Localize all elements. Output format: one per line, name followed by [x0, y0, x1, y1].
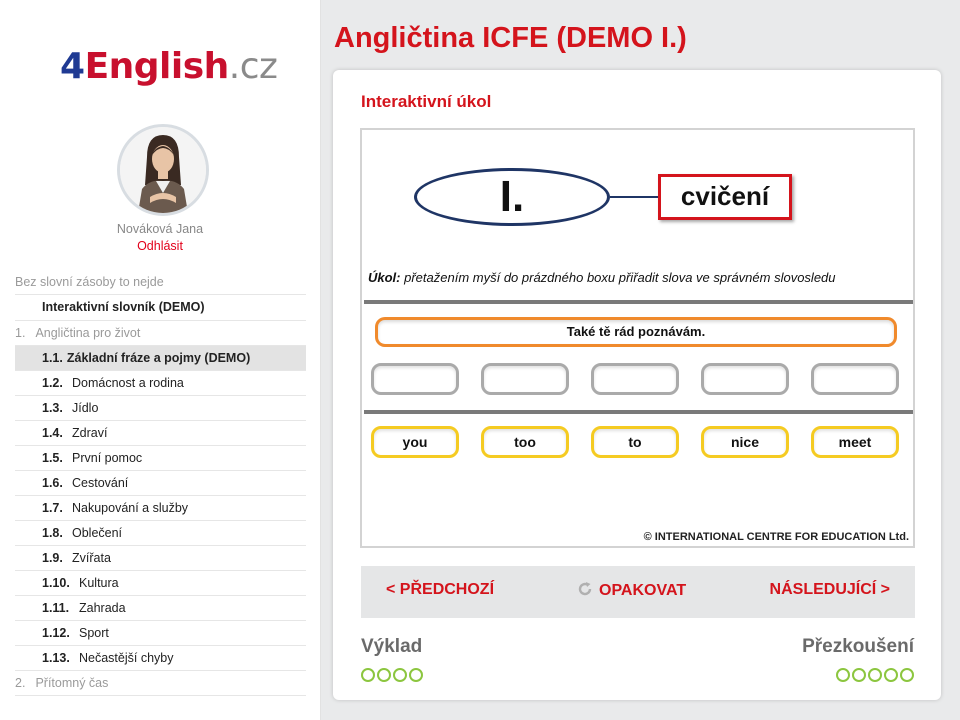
menu-item-label: Sport — [79, 626, 109, 640]
progress-dot — [361, 668, 375, 682]
menu-item-num: 1.11. — [42, 601, 70, 615]
exercise-number-oval — [414, 168, 610, 226]
site-logo[interactable] — [60, 46, 277, 87]
menu-section-num: 1. — [15, 326, 26, 340]
instruction-text: přetažením myší do prázdného boxu přiřadit slova ve správném slovosledu — [404, 270, 836, 285]
repeat-label: OPAKOVAT — [599, 582, 687, 599]
menu-section-vocabulary: Bez slovní zásoby to nejde — [15, 270, 306, 295]
menu-item-num: 1.1. — [42, 351, 63, 365]
menu-item-1-11[interactable] — [15, 596, 306, 621]
menu-item-1-7[interactable] — [15, 496, 306, 521]
drop-slot-3[interactable] — [591, 363, 679, 395]
course-menu — [15, 270, 306, 696]
menu-item-1-3[interactable] — [15, 396, 306, 421]
page-title: Angličtina ICFE (DEMO I.) — [334, 22, 687, 54]
menu-item-num: 1.6. — [42, 476, 63, 490]
previous-button[interactable]: < PŘEDCHOZÍ — [386, 581, 495, 598]
menu-item-num: 1.10. — [42, 576, 70, 590]
menu-item-num: 1.13. — [42, 651, 70, 665]
test-label: Přezkoušení — [802, 636, 914, 657]
menu-item-num: 1.9. — [42, 551, 63, 565]
menu-item-label: Nečastější chyby — [79, 651, 174, 665]
progress-dot — [868, 668, 882, 682]
progress-dot — [836, 668, 850, 682]
progress-dot — [393, 668, 407, 682]
lesson-navigation — [361, 566, 915, 618]
menu-item-num: 1.7. — [42, 501, 63, 515]
user-avatar-icon — [120, 127, 206, 213]
menu-item-1-4[interactable] — [15, 421, 306, 446]
menu-item-1-6[interactable] — [15, 471, 306, 496]
word-tile-to[interactable]: to — [591, 426, 679, 458]
word-tile-you[interactable]: you — [371, 426, 459, 458]
menu-section-present-tense[interactable] — [15, 671, 306, 696]
menu-item-1-2[interactable] — [15, 371, 306, 396]
word-tile-meet[interactable]: meet — [811, 426, 899, 458]
drop-slot-1[interactable] — [371, 363, 459, 395]
logo-part-word: English — [84, 46, 229, 87]
menu-item-label: Oblečení — [72, 526, 123, 540]
menu-item-dictionary[interactable]: Interaktivní slovník (DEMO) — [15, 295, 306, 321]
explanation-progress — [361, 668, 423, 682]
exercise-number: I. — [499, 172, 525, 221]
logout-link[interactable]: Odhlásit — [137, 239, 183, 253]
drop-slot-4[interactable] — [701, 363, 789, 395]
menu-item-1-12[interactable] — [15, 621, 306, 646]
user-name: Nováková Jana — [116, 222, 204, 236]
sentence-to-translate: Také tě rád poznávám. — [375, 317, 897, 347]
card-title: Interaktivní úkol — [361, 92, 492, 111]
refresh-icon — [577, 581, 593, 597]
word-tile-nice[interactable]: nice — [701, 426, 789, 458]
next-button[interactable]: NÁSLEDUJÍCÍ > — [769, 581, 890, 598]
test-progress — [836, 668, 914, 682]
menu-item-label: Zvířata — [72, 551, 111, 565]
copyright-text: © INTERNATIONAL CENTRE FOR EDUCATION Ltd. — [643, 531, 909, 543]
menu-section-life[interactable] — [15, 321, 306, 346]
main-content — [321, 0, 960, 720]
avatar — [117, 124, 209, 216]
interactive-task — [360, 128, 915, 548]
menu-item-num: 1.5. — [42, 451, 63, 465]
menu-item-label: Zdraví — [72, 426, 108, 440]
menu-section-label: Angličtina pro život — [35, 326, 141, 340]
progress-dot — [409, 668, 423, 682]
task-instruction — [368, 270, 836, 285]
menu-item-num: 1.3. — [42, 401, 63, 415]
lesson-card — [333, 70, 941, 700]
menu-section-label: Přítomný čas — [35, 676, 109, 690]
progress-dot — [900, 668, 914, 682]
menu-item-label: Základní fráze a pojmy (DEMO) — [66, 351, 251, 365]
menu-item-1-5[interactable] — [15, 446, 306, 471]
progress-dot — [884, 668, 898, 682]
menu-item-1-9[interactable] — [15, 546, 306, 571]
instruction-prefix: Úkol: — [368, 270, 401, 285]
menu-item-label: Jídlo — [72, 401, 99, 415]
explanation-label: Výklad — [361, 636, 423, 657]
divider — [364, 410, 913, 414]
menu-item-label: Domácnost a rodina — [72, 376, 184, 390]
word-tile-too[interactable]: too — [481, 426, 569, 458]
menu-item-num: 1.4. — [42, 426, 63, 440]
menu-item-1-1[interactable] — [15, 346, 306, 371]
drop-slot-2[interactable] — [481, 363, 569, 395]
menu-item-1-13[interactable] — [15, 646, 306, 671]
menu-item-label: Zahrada — [79, 601, 126, 615]
menu-item-label: Nakupování a služby — [72, 501, 189, 515]
connector-line — [610, 196, 658, 198]
exercise-label-box: cvičení — [658, 174, 792, 220]
progress-dot — [377, 668, 391, 682]
menu-item-label: První pomoc — [72, 451, 143, 465]
drop-slot-5[interactable] — [811, 363, 899, 395]
progress-dot — [852, 668, 866, 682]
menu-item-1-10[interactable] — [15, 571, 306, 596]
menu-item-label: Cestování — [72, 476, 129, 490]
menu-item-num: 1.12. — [42, 626, 70, 640]
menu-item-1-8[interactable] — [15, 521, 306, 546]
sidebar — [0, 0, 321, 720]
menu-section-num: 2. — [15, 676, 26, 690]
repeat-button[interactable] — [577, 581, 686, 600]
logo-part-domain: .cz — [228, 46, 278, 87]
menu-item-num: 1.8. — [42, 526, 63, 540]
menu-item-label: Kultura — [79, 576, 119, 590]
logo-part-number: 4 — [60, 46, 85, 87]
divider — [364, 300, 913, 304]
menu-item-num: 1.2. — [42, 376, 63, 390]
